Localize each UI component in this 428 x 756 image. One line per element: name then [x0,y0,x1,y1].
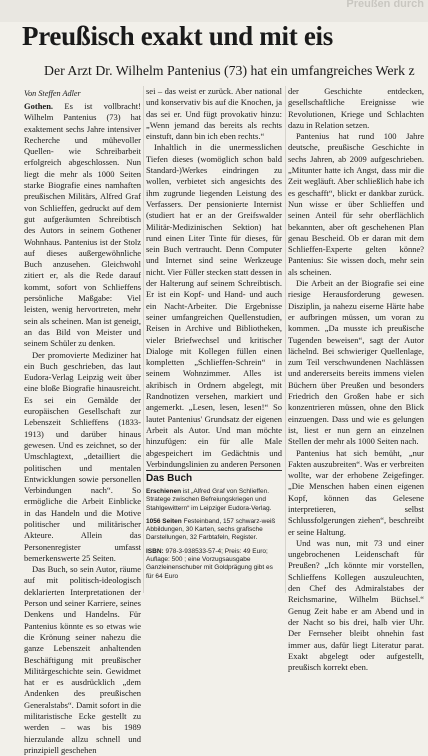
article-column-3 [288,86,424,673]
article-column-1 [24,101,141,755]
column-divider [285,86,286,593]
paragraph: Pantenius hat sich bemüht, „nur Fakten auszubreiten“. Was er verbreiten wollte, war der erhobene Zeigefinger. „Die Menschen haben einen eigenen Kopf, können das Gelesene interpretieren, selbst Schlussfolgerungen ziehen“, beschreibt er seine Haltung. [288,447,424,537]
infobox-text: ist „Alfred Graf von Schlieffen. Stratege zwischen Befreiungskriegen und Stahlgewittern“ im Leipziger Eudora-Verlag. [146,488,272,512]
infobox-paragraph [146,548,282,581]
previous-headline-fragment: Preußen durch [346,0,424,10]
infobox-rule [146,470,282,471]
infobox-text: 978-3-938533-57-4; Preis: 49 Euro; Auflage: 500 ; eine Vorzugsausgabe Ganzleinenschuber mit Goldprägung gibt es für 64 Euro [146,547,273,580]
paragraph: Inhaltlich in die unermesslichen Tiefen dieses (womöglich schon bald Standard-)Werkes eindringen zu wollen, verbietet sich angesichts des ihm zugrunde liegenden Leistung des Verfassers. Der pensionierte Internist (studiert hat er an der Greifswalder Militär-Medizinischen Sektion) hat rund einen Liter Tinte für dieses, für sein Buch vertraucht. Denn Computer und Internet sind seine Werkzeuge nicht. Vier Füller stecken statt dessen in der Halterung auf seinem Schreibtisch. Er ist ein Kopf- und Hand- und auch ein Nacht-Arbeiter. Die Ergebnisse seiner umfangreichen Quellenstudien, Reisen in Archive und Bibliotheken, vieler Briefwechsel und kritischer Dialoge mit Kollegen füllen einen kompletten „Schlieffen-Schrein“ in seinem Wohnzimmer. Alles ist akribisch in Ordnern abgelegt, mit Randnotizen versehen, markiert und angemerkt. „Lesen, lesen, lesen!“ So lautet Pantenius' Grundsatz der eigenen Arbeit als Autor. Und man möchte hinzufügen: ein für alle Male abgespeichert im Gedächtnis und Verbindungslinien zu anderen Personen [146,142,282,469]
infobox [146,488,282,598]
lead-paragraph [24,101,141,350]
article-column-2 [146,86,282,470]
infobox-title: Das Buch [146,473,193,484]
dateline: Gothen. [24,101,54,111]
paragraph: sei – das weist er zurück. Aber national und konservativ bis auf die Knochen, ja das sei er. Und fügt provokativ hinzu: „Wenn jemand das bereits als rechts einstuft, dann bin ich eben rechts.“ [146,86,282,142]
top-strip [0,0,428,22]
paragraph: Pantenius hat rund 100 Jahre deutsche, preußische Geschichte in sechs Jahren, ab 2009 aufgeschrieben. „Mitunter hatte ich Angst, dass mir die Zeit wegläuft. Aber schließlich habe ich es geschafft“, blickt er dankbar zurück. Nun wisse er über Schlieffen und seinen Anteil für sehr oberflächlich bekannten, aber oft geschehenen Plan genau Bescheid. Ob er daran mit dem Schlieffen-Experte gelten könne? Pantenius: Sie wissen doch, mehr sein als scheinen. [288,131,424,277]
infobox-paragraph [146,518,282,543]
byline: Von Steffen Adler [24,89,81,98]
paragraph: Der promovierte Mediziner hat ein Buch geschrieben, das laut Eudora-Verlag Leipzig weit über eine bloße Biografie hinausreicht. Es sei ein Gemälde der europäischen Gesellschaft zur Lebenszeit Schlieffens (1833-1913) und darüber hinaus gewesen. Und es zeichnet, so der Umschlagtext, „detailliert die politischen und mentalen Entwicklungen sowie personellen Verbindungen nach“. So ermögliche die Arbeit Einblicke in das Handeln und die Motive politischer und militärischer Akteure. Allein das Personenregister umfasst bemerkenswerte 25 Seiten. [24,349,141,563]
subheadline: Der Arzt Dr. Wilhelm Pantenius (73) hat ein umfangreiches Werk z [44,63,415,78]
infobox-lead: 1056 Seiten [146,517,182,525]
paragraph: Und was nun, mit 73 und einer ungebrochenen Leidenschaft für Preußen? „Ich könnte mir vorstellen, Schlieffens Kollegen auszuleuchten, den Chef des Admiralstabes der Reichsmarine, Wilhelm Büchsel.“ Genug Zeit habe er am Abend und in der Nacht so bis drei, halb vier Uhr. Der Fernseher bleibt ohnehin fast immer aus, dafür liegt Literatur parat. Exakt abgelegt oder aufgestellt, preußisch korrekt eben. [288,537,424,673]
lead-text: Es ist vollbracht! Wilhelm Pantenius (73) hat exaktement sechs Jahre intensiver Recherche und mühevoller Quellen- wie Schreibarbeit erfolgreich abgeschlossen. Nun liegt die mehr als 1000 Seiten starke Biografie eines namhaften preußischen Militärs, Alfred Graf von Schlieffen, gedruckt auf dem gut aufgeräumten Schreibtisch des Autors in seinem Gothener Wohnhaus. Pantenius ist der Stolz auf dieses außergewöhnliche Buch anzusehen. Gleichwohl zitiert er, als die Rede darauf kommt, sofort von Schlieffens persönliche Maßgabe: Viel leisten, wenig hervortreten, mehr sein als scheinen. Man ist geneigt, an das Bild von Meister und seinem Schüler zu denken. [24,101,141,349]
infobox-paragraph [146,488,282,513]
infobox-lead: Erschienen [146,488,182,495]
paragraph: der Geschichte entdecken, gesellschaftliche Ereignisse wie Revolutionen, Kriege und Schlachten dazu in Relation setzen. [288,86,424,130]
paragraph: Die Arbeit an der Biografie sei eine riesige Herausforderung gewesen. Disziplin, ja nahezu eiserne Härte habe er aufbringen müssen, um voran zu kommen. „Da musste ich preußische Tugenden beweisen“, sagt der Autor lächelnd. Bei schwieriger Quellenlage, zum Teil verschwundenen Nachlässen und andererseits bereits immens vielen Büchern über Preußen und besonders Friedrich den Großen habe er sich konzentrieren müssen, ohne den Blick einzuengen. Dass und wie es gelungen ist, liest er nun gern an einzelnen Stellen der mehr als 1000 Seiten nach. [288,278,424,447]
headline: Preußisch exakt und mit eis [22,21,333,51]
column-divider [143,86,144,593]
infobox-lead: ISBN: [146,547,164,555]
paragraph: Das Buch, so sein Autor, räume auf mit politisch-ideologisch deklarierten Interpretationen der Person und seiner Karriere, seines Denkens und Handelns. Für Pantenius könnte es so etwas wie die Krönung seiner nahezu die ganze Lebenszeit anhaltenden Beschäftigung mit preußischer Militärgeschichte sein. Gewidmet hat er es ausdrücklich „dem Andenken des preußischen Generalstabs“. Damit sofort in die militaristische Ecke gestellt zu werden – was bis 1989 hierzulande allzu schnell und prinzipiell geschehen [24,564,141,755]
infobox-text: Festeinband, 157 schwarz-weiß Abbildungen, 30 Karten, sechs grafische Darstellungen, 32 Farbtafeln, Register. [146,517,276,542]
